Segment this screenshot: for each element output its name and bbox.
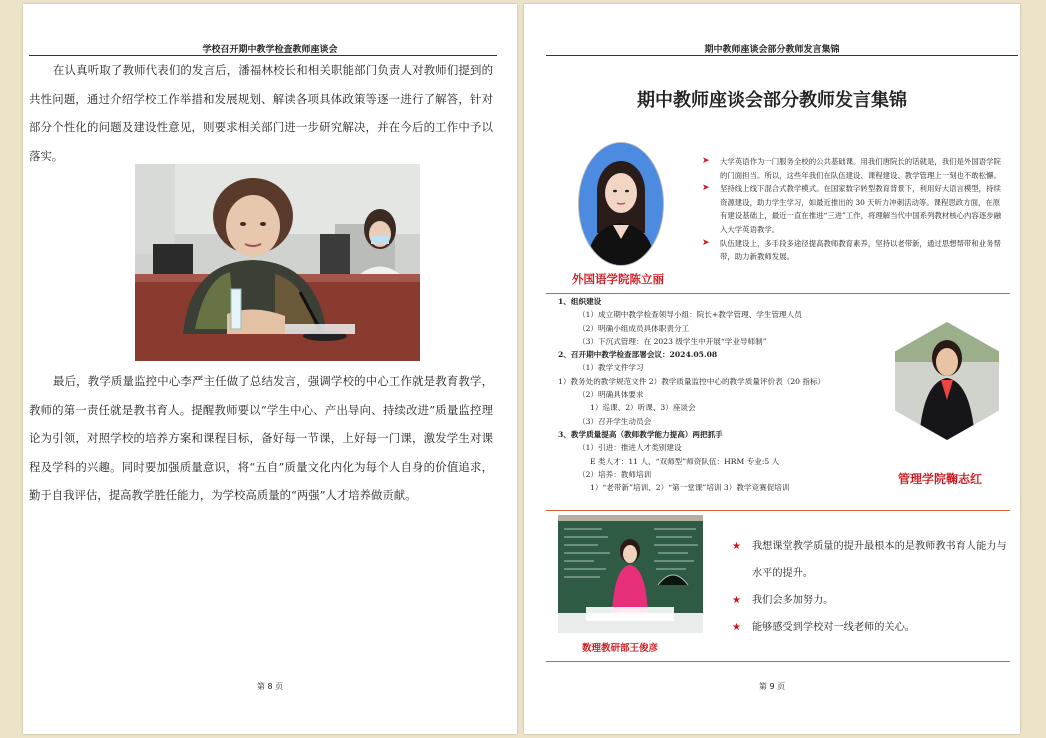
star-bullet-icon: ★: [732, 595, 741, 606]
page-number: 第 8 页: [256, 682, 284, 691]
speaker-1-portrait: [578, 142, 664, 266]
outline-line: 3、教学质量提高（教师教学能力提高）两把抓手: [558, 429, 723, 439]
speaker-2-portrait: [895, 322, 999, 440]
paragraph-1: 在认真听取了教师代表们的发言后，潘福林校长和相关职能部门负责人对教师们提到的共性问题，通过介绍学校工作举措和发展规划、解读各项具体政策等逐一进行了解答，针对部分个性化的问题及建设性意见，则要求相关部门进一步研究解决，并在今后的工作中予以落实。: [29, 63, 493, 163]
speaker-1-name: 外国语学院陈立丽: [572, 272, 664, 286]
arrow-bullet-icon: ➤: [702, 156, 710, 166]
header-rule: [546, 55, 1018, 56]
outline-line: （1）引进：推进人才类别建设: [578, 443, 682, 453]
speaker-1-points: [702, 155, 1007, 264]
outline-line: （2）明确小组成员具体职责分工: [578, 323, 690, 333]
page-header: 期中教师座谈会部分教师发言集锦: [704, 45, 840, 55]
outline-line: 1）“老带新”培训、2）“第一堂课”培训 3）教学竞赛促培训: [590, 483, 790, 493]
list-item: ★ 能够感受到学校对一线老师的关心。: [732, 614, 1014, 641]
outline-line: （2）明确具体要求: [578, 390, 644, 400]
star-bullet-icon: ★: [732, 622, 741, 633]
speaker-3-points: [732, 533, 1014, 641]
page-8: [23, 4, 517, 734]
outline-line: （1）教学文件学习: [578, 363, 644, 373]
meeting-photo: [135, 164, 420, 361]
list-item: ★ 我想课堂教学质量的提升最根本的是教师教书育人能力与水平的提升。: [732, 533, 1014, 587]
page-header: 学校召开期中教学检查教师座谈会: [202, 45, 338, 55]
section-divider: [546, 510, 1010, 511]
outline-line: （3）召开学生动员会: [578, 416, 652, 426]
list-item: ➤ 大学英语作为一门服务全校的公共基础课。用我们唐院长的话就是，我们是外国语学院的门面担当。所以，这些年我们在队伍建设、课程建设、教学管理上一刻也不敢松懈。: [702, 156, 1001, 180]
speaker-2-name: 管理学院鞠志红: [898, 472, 983, 486]
outline-line: （2）培养：教师培训: [578, 469, 652, 479]
section-divider: [546, 293, 1010, 294]
outline-line: 2、召开期中教学检查部署会议：2024.05.08: [558, 350, 718, 360]
outline-line: 1）教务处的教学规范文件 2）教学质量监控中心的教学质量评价表（20 指标）: [558, 376, 826, 386]
outline-line: （1）成立期中教学检查领导小组：院长+教学管理、学生管理人员: [578, 310, 802, 320]
paragraph-2: 最后，教学质量监控中心李严主任做了总结发言，强调学校的中心工作就是教育教学，教师的第一责任就是教书育人。提醒教师要以“学生中心、产出导向、持续改进”质量监控理论为引领，对照学校的培养方案和课程目标，备好每一节课，上好每一门课，激发学生对课程及学科的兴趣。同时要加强质量意识，将“五自”质量文化内化为每个人自身的价值追求，勤于自我评估，提高教学胜任能力，为学校高质量的“两强”人才培养做贡献。: [29, 374, 493, 502]
outline-line: （3）下沉式管理：在 2023 级学生中开展“学业导师制”: [578, 336, 767, 346]
page-9: [524, 4, 1020, 734]
star-bullet-icon: ★: [732, 541, 741, 552]
list-item: ➤ 队伍建设上，多手段多途径提高教师教育素养，坚持以老带新，通过思想帮带和业务帮带，助力新教师发展。: [702, 237, 1001, 262]
outline-line: 1）巡课、2）听课、3）座谈会: [590, 403, 696, 413]
speaker-3-name: 数理教研部王俊彦: [582, 643, 659, 654]
list-item: ➤ 坚持线上线下混合式教学模式。在国家数字转型教育背景下，利用好大语言模型，持续资源建设，助力学生学习，如最近推出的 30 天听力冲刺活动等。课程思政方面，在原有建设基础上，最近一直在推进“三进”工作，将理解当代中国系列教材核心内容逐步融入大学英语教学。: [702, 183, 1002, 234]
page-number: 第 9 页: [758, 682, 786, 691]
speaker-3-photo: [558, 515, 703, 633]
arrow-bullet-icon: ➤: [702, 237, 710, 248]
outline-line: 1、组织建设: [558, 297, 602, 306]
list-item: ★ 我们会多加努力。: [732, 587, 1014, 614]
outline-line: E 类人才：11 人、“双师型”师资队伍：HRM 专业:5 人: [590, 456, 780, 466]
section-divider: [546, 661, 1010, 662]
page-title: 期中教师座谈会部分教师发言集锦: [637, 90, 907, 111]
speaker-2-outline: [558, 295, 898, 494]
arrow-bullet-icon: ➤: [702, 183, 710, 194]
